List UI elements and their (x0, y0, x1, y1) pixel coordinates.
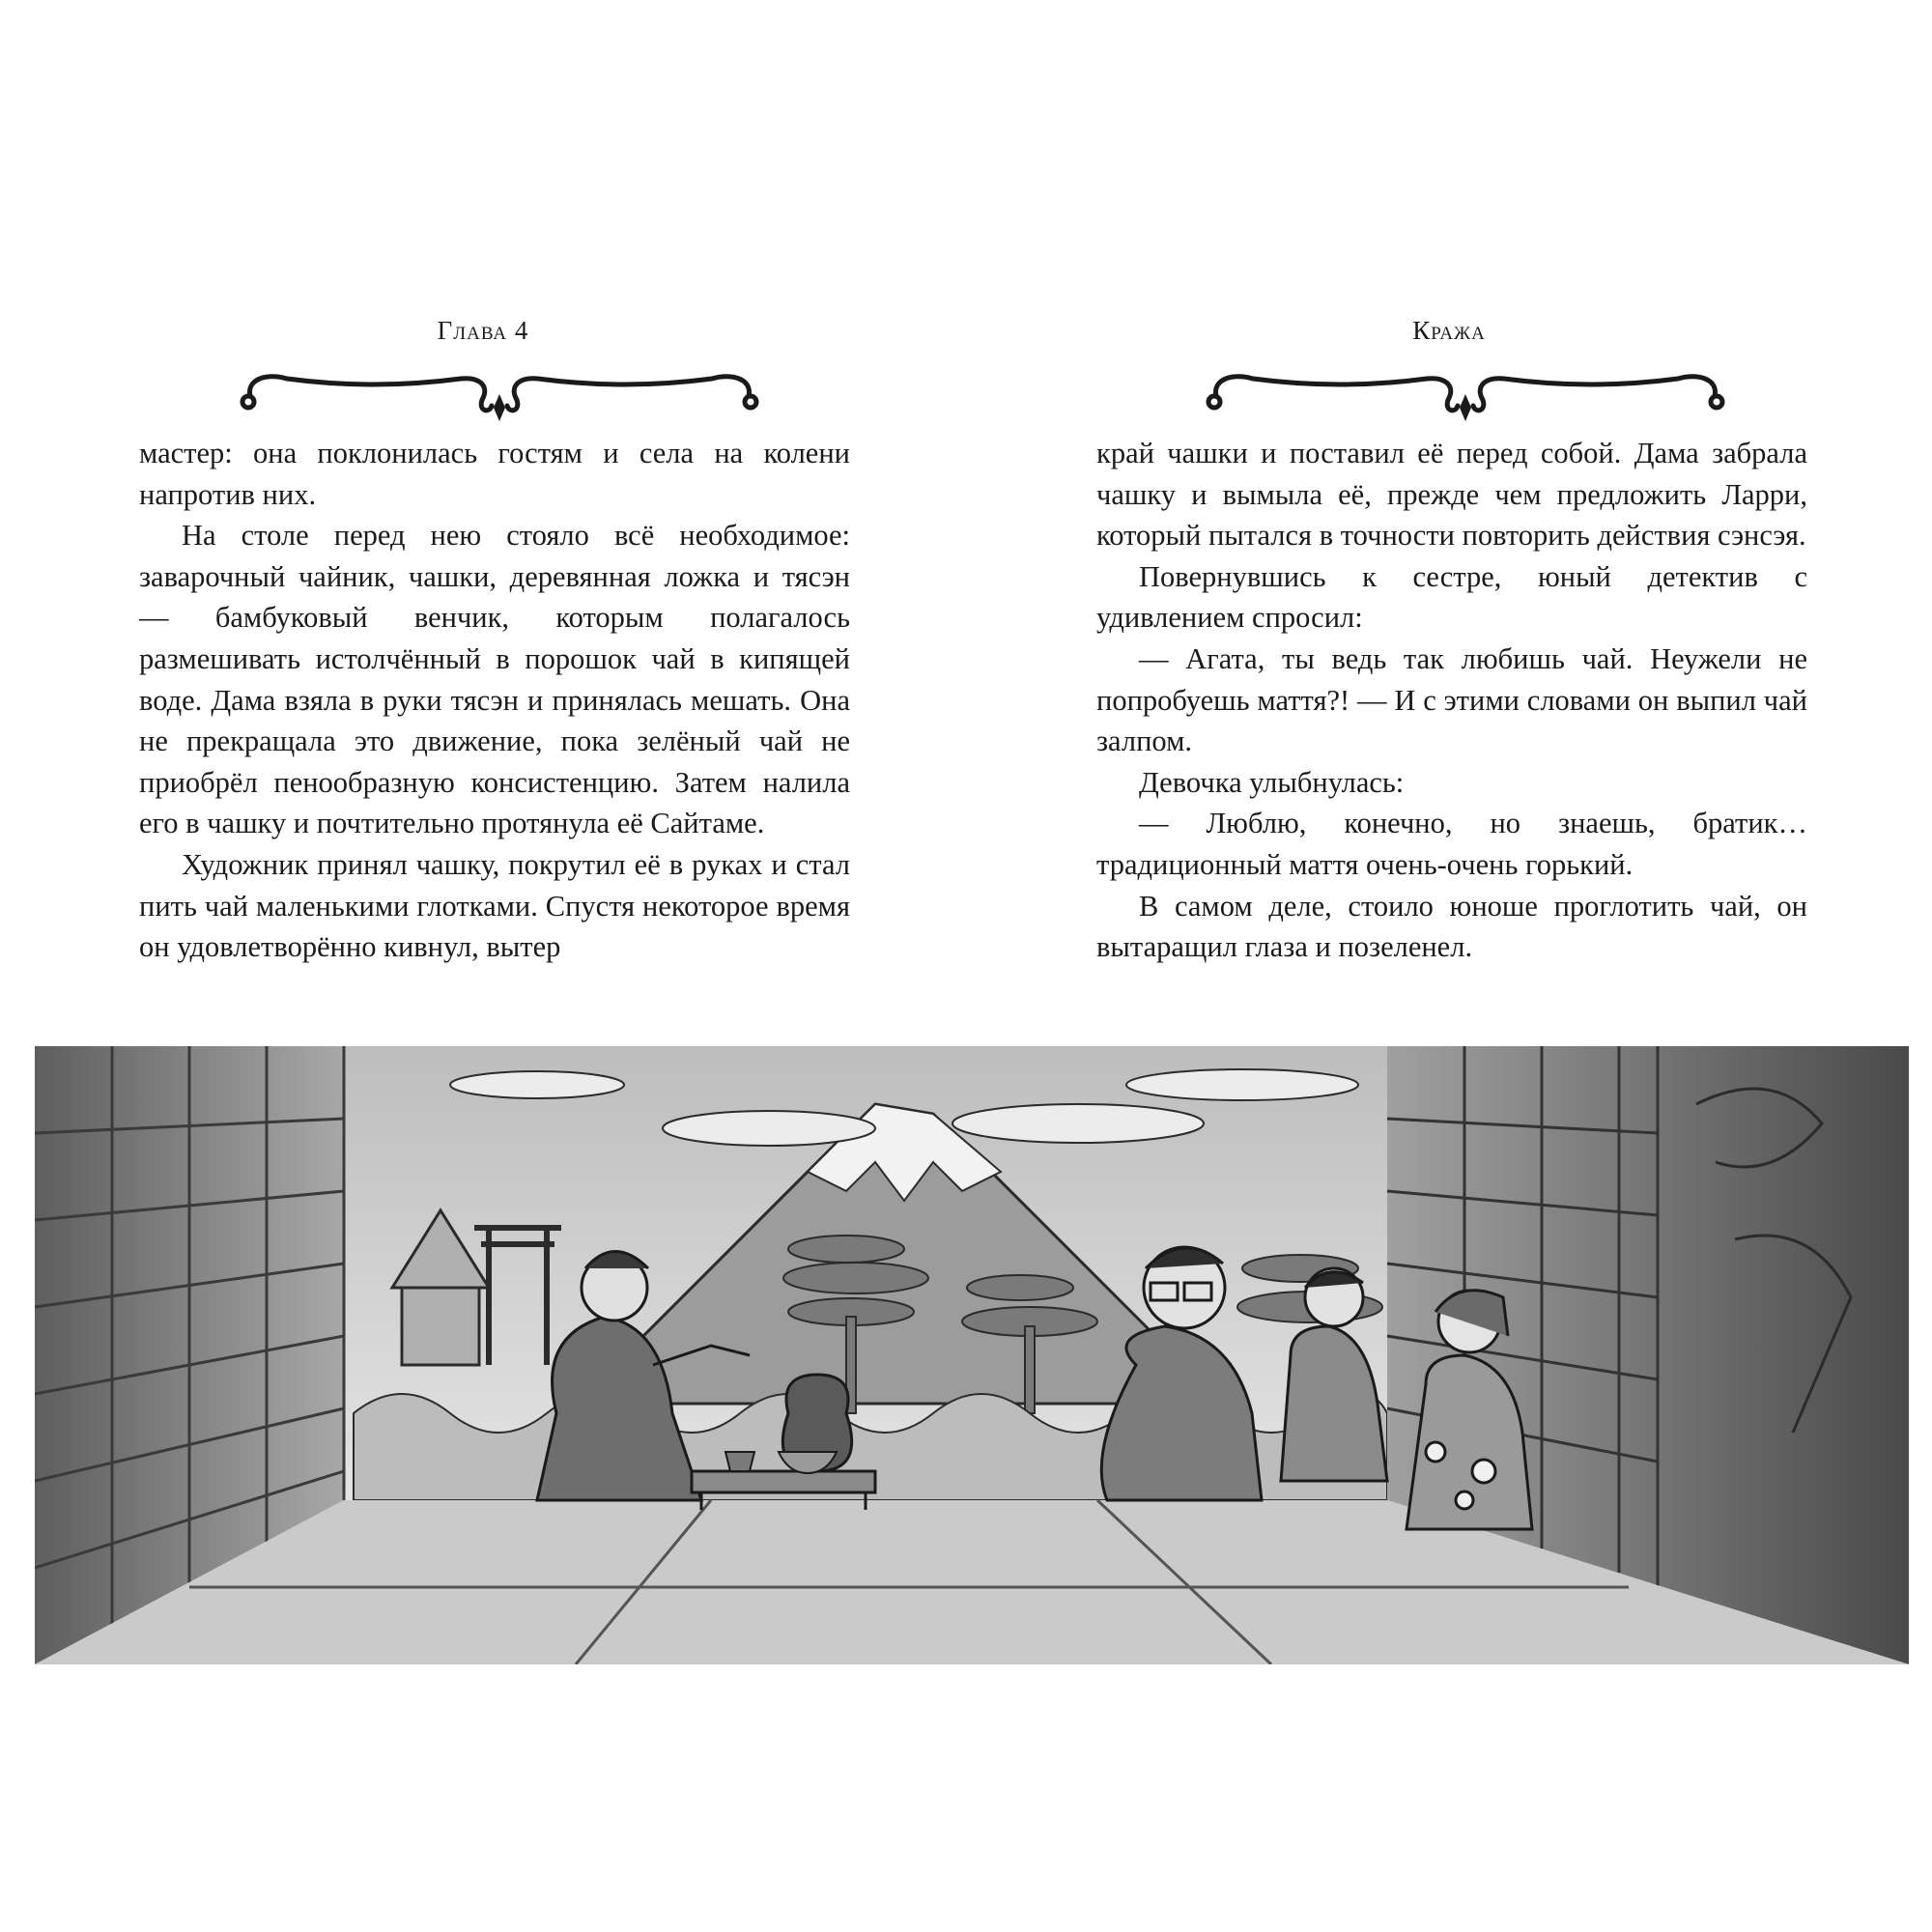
paragraph: мастер: она поклонилась гостям и села на колени напротив них. (139, 437, 850, 511)
paragraph: Девочка улыбнулась: (1139, 765, 1405, 799)
ornament-flourish-icon (229, 357, 770, 425)
paragraph: На столе перед нею стояло всё необходимое: заварочный чайник, чашки, деревянная ложка и тясэн — бамбуковый венчик, которым полагалось размешивать истолчённый в порошок чай в кипящей воде. Дама взяла в руки тясэн и принялась мешать. Она не прекращала это движение, пока зелёный чай не приобрёл пенообразную консистенцию. Затем налила его в чашку и почтительно протянула её Сайтаме. (139, 519, 850, 840)
running-head-chapter: Глава 4 (437, 316, 529, 345)
body-text-right (1096, 433, 1807, 968)
paragraph: край чашки и поставил её перед собой. Дама забрала чашку и вымыла её, прежде чем предложить Ларри, который пытался в точности повторить действия сэнсэя. (1096, 437, 1807, 553)
right-page (966, 0, 1932, 1043)
left-page (0, 0, 966, 1043)
ornament-flourish-icon (1195, 357, 1736, 425)
paragraph: — Люблю, конечно, но знаешь, братик… традиционный маття очень-очень горький. (1096, 807, 1807, 881)
paragraph: В самом деле, стоило юноше проглотить чай, он вытаращил глаза и позеленел. (1096, 889, 1807, 964)
body-text-left (139, 433, 850, 968)
paragraph: Художник принял чашку, покрутил её в руках и стал пить чай маленькими глотками. Спустя некоторое время он удовлетворённо кивнул, вытер (139, 847, 850, 964)
tea-ceremony-illustration (35, 1046, 1909, 1664)
paragraph: — Агата, ты ведь так любишь чай. Неужели не попробуешь маття?! — И с этими словами он выпил чай залпом. (1096, 641, 1807, 758)
running-head-title: Кража (1412, 316, 1486, 345)
paragraph: Повернувшись к сестре, юный детектив с удивлением спросил: (1096, 559, 1807, 635)
tea-whisk (725, 1452, 754, 1471)
